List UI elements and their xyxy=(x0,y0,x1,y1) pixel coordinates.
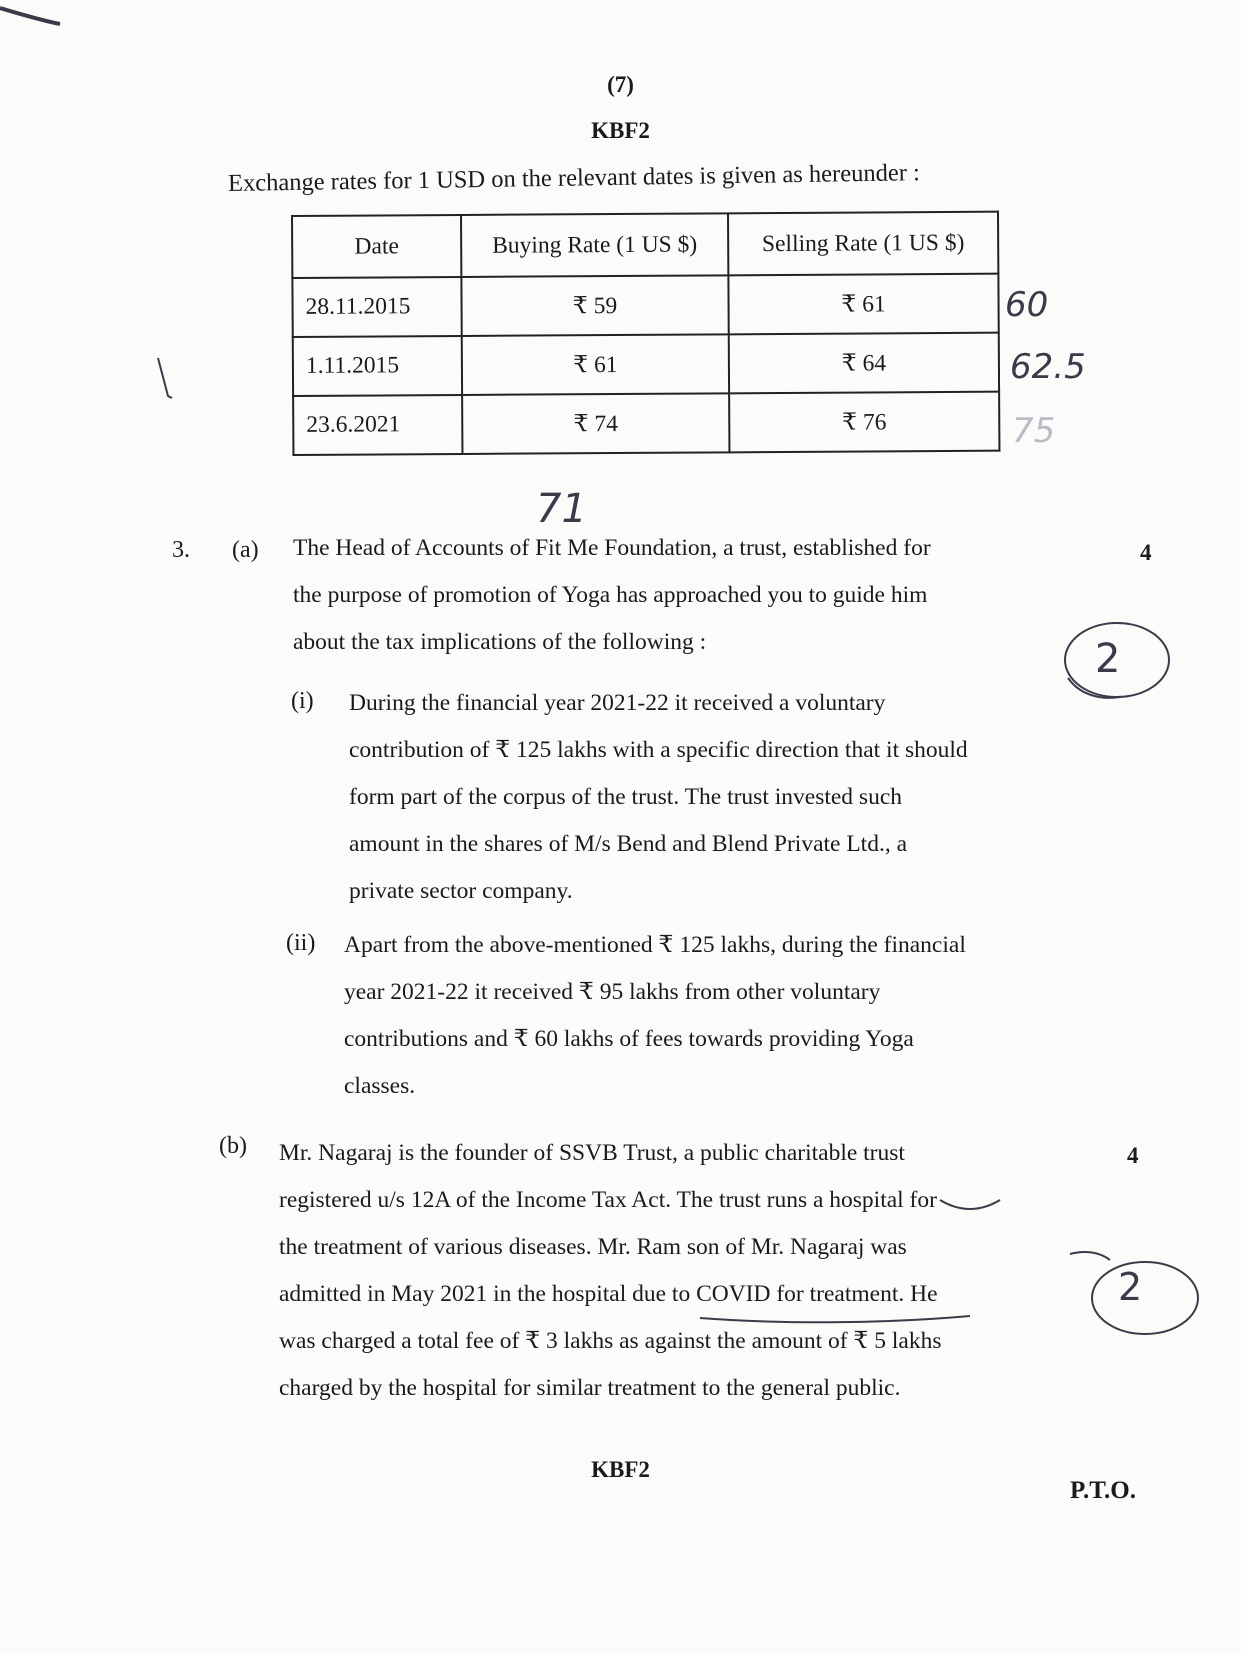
item-i-text xyxy=(349,680,1069,915)
paper-code-footer: KBF2 xyxy=(591,1457,650,1482)
text-line: contributions and ₹ 60 lakhs of fees towards providing Yoga xyxy=(344,1026,914,1052)
question-a-label: (a) xyxy=(232,537,259,563)
text-line: Apart from the above-mentioned ₹ 125 lakhs, during the financial xyxy=(344,932,966,958)
paper-code-header: KBF2 xyxy=(591,118,650,143)
table-cell-selling: ₹ 64 xyxy=(729,333,999,394)
text-line: the treatment of various diseases. Mr. Ram son of Mr. Nagaraj was xyxy=(279,1234,907,1260)
handwritten-circle-b-mark: 2 xyxy=(1118,1265,1143,1309)
table-cell-date: 23.6.2021 xyxy=(293,395,462,455)
text-line: registered u/s 12A of the Income Tax Act. The trust runs a hospital for xyxy=(279,1187,937,1213)
text-line: classes. xyxy=(344,1073,416,1099)
item-ii-text xyxy=(344,922,1069,1110)
page-number: (7) xyxy=(607,72,634,97)
text-line: contribution of ₹ 125 lakhs with a specific direction that it should xyxy=(349,737,968,763)
handwritten-margin-stroke xyxy=(158,358,172,398)
item-ii-label: (ii) xyxy=(286,930,316,956)
table-cell-buying: ₹ 61 xyxy=(462,334,729,395)
table-header-selling: Selling Rate (1 US $) xyxy=(728,212,998,276)
scan-corner-mark xyxy=(0,8,60,24)
table-cell-selling: ₹ 61 xyxy=(728,274,998,335)
exchange-rate-intro: Exchange rates for 1 USD on the relevant dates is given as hereunder : xyxy=(227,159,921,197)
text-line: The Head of Accounts of Fit Me Foundation, a trust, established for xyxy=(293,535,931,561)
text-line: was charged a total fee of ₹ 3 lakhs as against the amount of ₹ 5 lakhs xyxy=(279,1328,942,1354)
text-line: about the tax implications of the following : xyxy=(293,629,707,655)
handwritten-circle-b xyxy=(1092,1262,1198,1334)
handwritten-row3: 75 xyxy=(1012,411,1056,451)
text-line: admitted in May 2021 in the hospital due to COVID for treatment. He xyxy=(279,1281,938,1307)
handwritten-row1: 60 xyxy=(1005,285,1049,325)
question-number: 3. xyxy=(172,537,190,563)
table-cell-date: 1.11.2015 xyxy=(293,336,462,396)
table-cell-selling: ₹ 76 xyxy=(729,392,999,453)
table-header-date: Date xyxy=(292,215,461,278)
text-line: private sector company. xyxy=(349,878,573,904)
text-line: the purpose of promotion of Yoga has approached you to guide him xyxy=(293,582,928,608)
question-a-marks: 4 xyxy=(1140,540,1152,565)
question-b-text xyxy=(279,1130,1069,1412)
handwritten-below-table: 71 xyxy=(536,486,587,532)
question-a-text xyxy=(293,525,1070,666)
text-line: During the financial year 2021-22 it received a voluntary xyxy=(349,690,886,716)
table-header-buying: Buying Rate (1 US $) xyxy=(461,213,728,277)
item-i-label: (i) xyxy=(291,688,314,714)
question-b-label: (b) xyxy=(219,1133,247,1159)
table-cell-buying: ₹ 74 xyxy=(462,393,729,454)
question-b-marks: 4 xyxy=(1127,1143,1139,1168)
text-line: Mr. Nagaraj is the founder of SSVB Trust, a public charitable trust xyxy=(279,1140,905,1166)
table-cell-buying: ₹ 59 xyxy=(461,275,728,336)
text-line: charged by the hospital for similar treatment to the general public. xyxy=(279,1375,901,1401)
text-line: amount in the shares of M/s Bend and Blend Private Ltd., a xyxy=(349,831,908,857)
text-line: form part of the corpus of the trust. The trust invested such xyxy=(349,784,902,810)
text-line: year 2021-22 it received ₹ 95 lakhs from other voluntary xyxy=(344,979,881,1005)
handwritten-circle-b-tail xyxy=(1070,1252,1110,1260)
handwritten-row2: 62.5 xyxy=(1010,347,1086,387)
handwritten-circle-a-mark: 2 xyxy=(1095,636,1121,682)
pto-label: P.T.O. xyxy=(1070,1477,1136,1504)
table-cell-date: 28.11.2015 xyxy=(292,277,461,337)
